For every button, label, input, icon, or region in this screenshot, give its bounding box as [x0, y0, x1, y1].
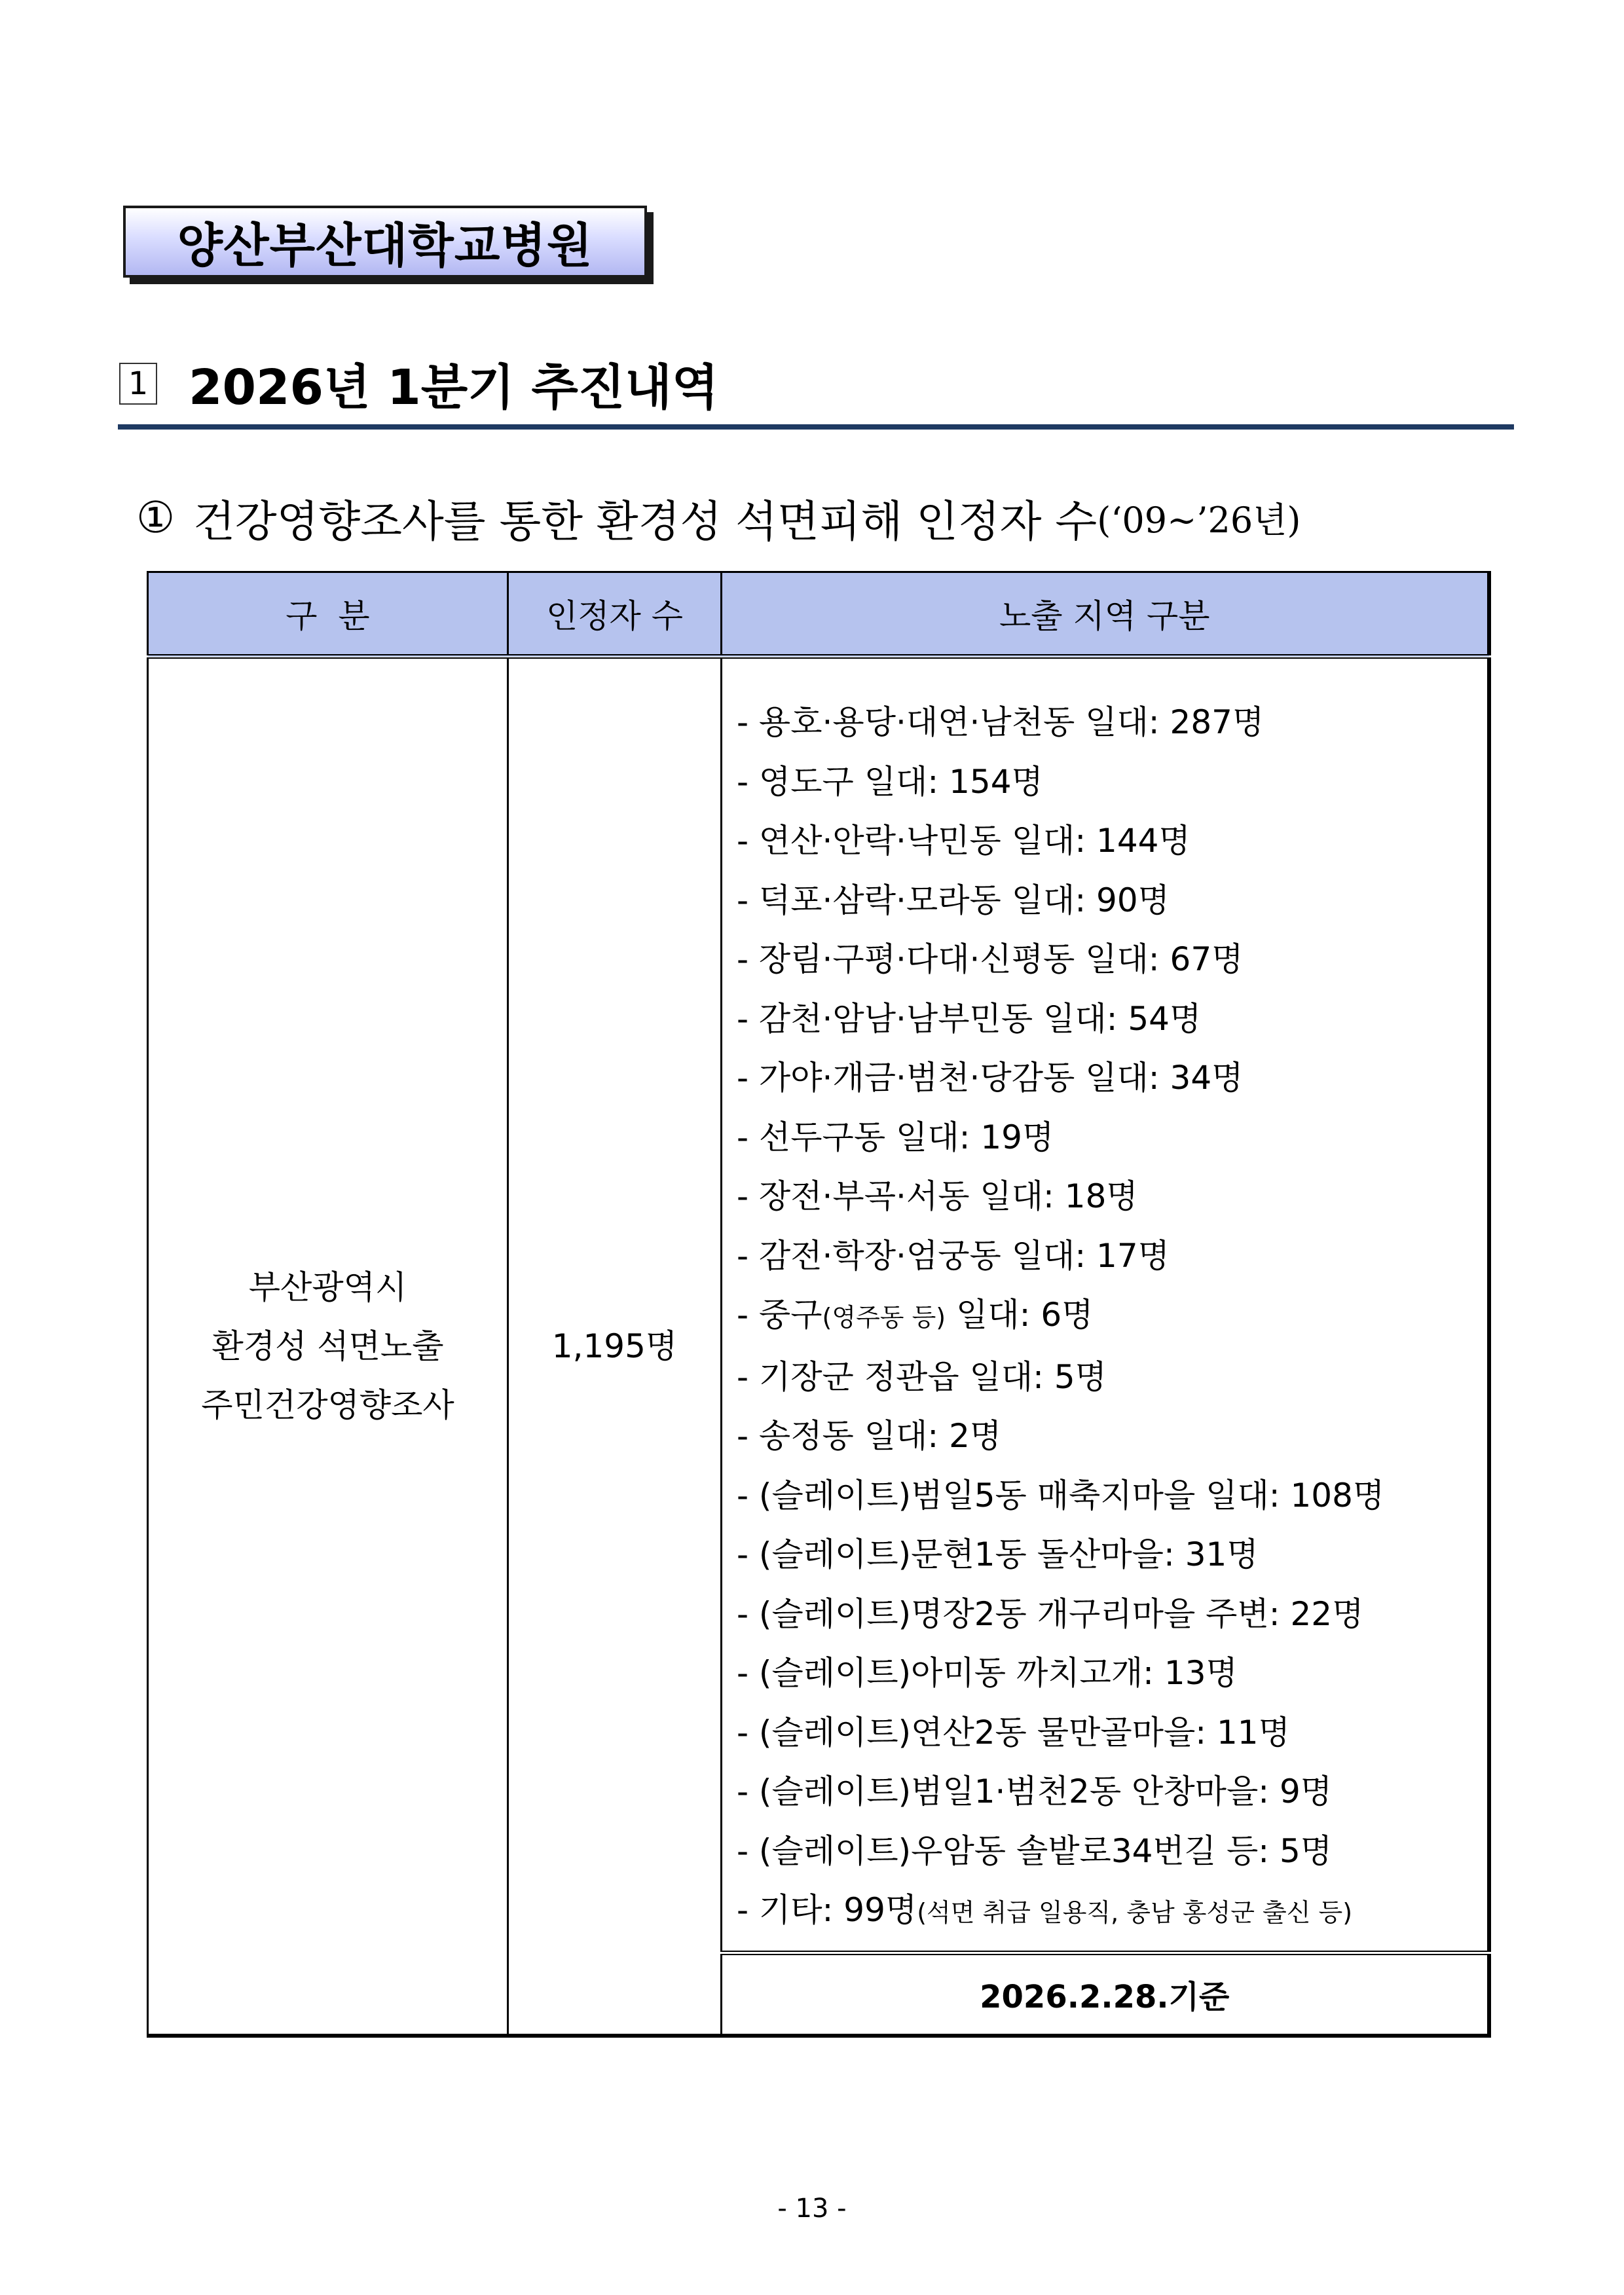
list-item: - 송정동 일대: 2명: [737, 1417, 1002, 1455]
subsection-title: 건강영향조사를 통한 환경성 석면피해 인정자 수: [193, 496, 1098, 547]
asbestos-table: [147, 571, 1491, 2038]
region-list: [722, 657, 1489, 1953]
count-cell: 1,195명: [508, 657, 722, 2036]
list-item: [737, 1881, 1487, 1943]
section-number: 1: [119, 363, 157, 405]
page-number: - 13 -: [777, 2194, 847, 2224]
list-item: - 영도구 일대: 154명: [737, 762, 1043, 801]
hospital-title-box: [123, 206, 647, 278]
section-title: 2026년 1분기 추진내역: [189, 359, 719, 416]
list-item-note: (석면 취급 일용직, 충남 홍성군 출신 등): [917, 1898, 1353, 1927]
category-line: 부산광역시: [248, 1268, 407, 1306]
list-item: - (슬레이트)범일5동 매축지마을 일대: 108명: [737, 1476, 1385, 1515]
list-item: - (슬레이트)연산2동 물만골마을: 11명: [737, 1713, 1290, 1752]
section-divider: [118, 424, 1514, 430]
list-item: - 감천·암남·남부민동 일대: 54명: [737, 999, 1202, 1038]
list-item: - 용호·용당·대연·남천동 일대: 287명: [737, 703, 1264, 741]
list-item: - 감전·학장·엄궁동 일대: 17명: [737, 1236, 1170, 1275]
subsection-period: (‘09∼’26년): [1097, 499, 1301, 541]
subsection-heading: [136, 485, 1301, 550]
category-line: 환경성 석면노출: [212, 1327, 444, 1365]
list-item-note: (영주동 등): [822, 1303, 946, 1332]
list-item-text: - 기타: 99명: [737, 1891, 917, 1929]
section-heading: [119, 351, 718, 416]
list-item: - 기장군 정관읍 일대: 5명: [737, 1357, 1107, 1396]
subsection-marker: ①: [136, 492, 175, 543]
list-item: - 장전·부곡·서동 일대: 18명: [737, 1177, 1138, 1215]
table-row: [148, 657, 1489, 1953]
category-line: 주민건강영향조사: [201, 1386, 454, 1424]
list-item: - (슬레이트)문현1동 돌산마을: 31명: [737, 1535, 1259, 1573]
list-item: - 가야·개금·범천·당감동 일대: 34명: [737, 1059, 1244, 1097]
hospital-title: 양산부산대학교병원: [177, 218, 593, 273]
list-item: - (슬레이트)명장2동 개구리마을 주변: 22명: [737, 1594, 1364, 1633]
header-regions: 노출 지역 구분: [722, 572, 1489, 657]
category-cell: [148, 657, 508, 2036]
list-item-text-after: 일대: 6명: [946, 1296, 1094, 1334]
list-item: - (슬레이트)우암동 솔밭로34번길 등: 5명: [737, 1831, 1333, 1870]
list-item: - 연산·안락·낙민동 일대: 144명: [737, 822, 1190, 860]
header-count: 인정자 수: [508, 572, 722, 657]
header-category: 구 분: [148, 572, 508, 657]
list-item: - (슬레이트)아미동 까치고개: 13명: [737, 1654, 1238, 1692]
basis-date: 2026.2.28.기준: [722, 1953, 1489, 2036]
list-item: - 선두구동 일대: 19명: [737, 1118, 1054, 1156]
list-item: - 장림·구평·다대·신평동 일대: 67명: [737, 940, 1244, 978]
list-item: - 덕포·삼락·모라동 일대: 90명: [737, 881, 1170, 919]
list-item: - (슬레이트)범일1·범천2동 안창마을: 9명: [737, 1772, 1333, 1810]
list-item-text: - 중구: [737, 1296, 822, 1334]
list-item: [737, 1285, 1487, 1348]
table-header-row: [148, 572, 1489, 657]
